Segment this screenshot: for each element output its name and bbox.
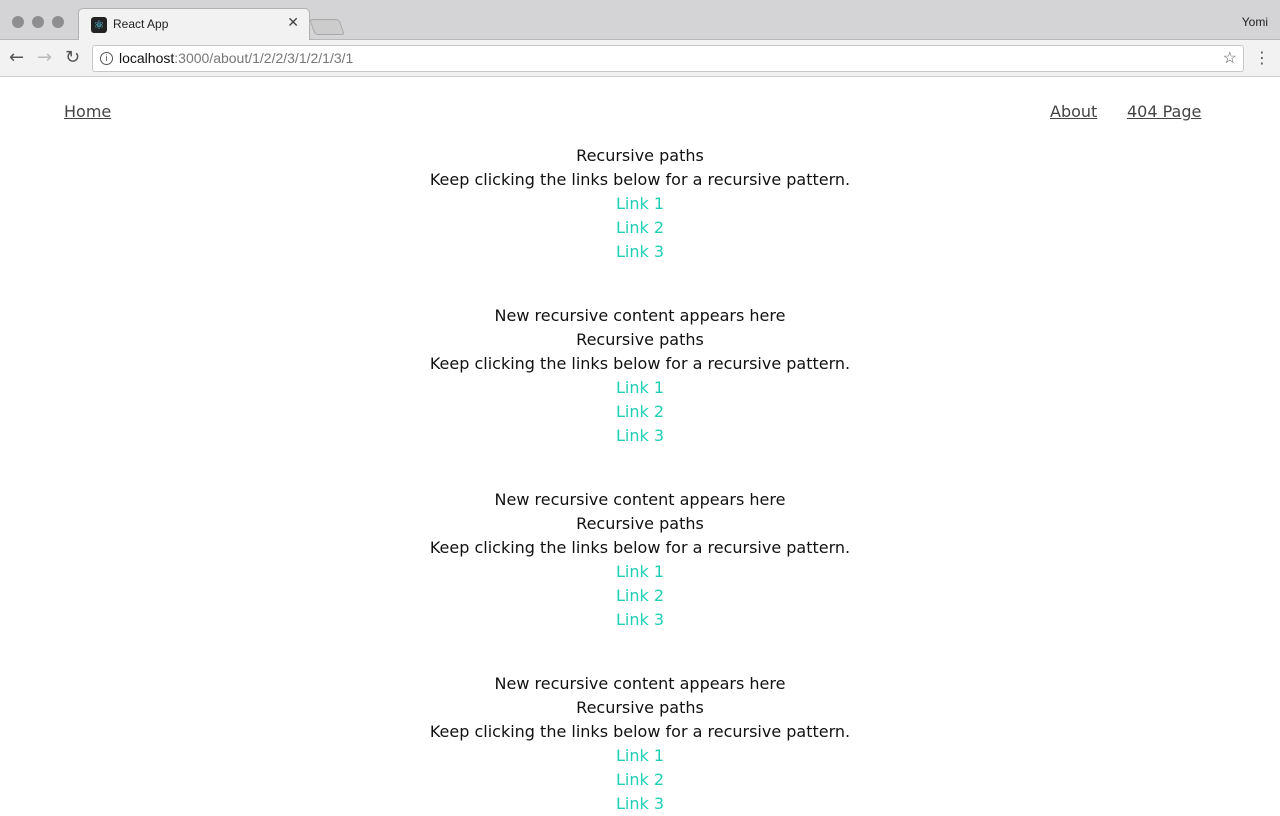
minimize-window-button[interactable] <box>32 16 44 28</box>
new-tab-button[interactable] <box>309 19 345 35</box>
more-menu-icon[interactable]: ⋮ <box>1254 48 1270 67</box>
link-2[interactable]: Link 2 <box>615 218 665 237</box>
browser-tab[interactable] <box>78 8 310 41</box>
link-3[interactable]: Link 3 <box>615 794 665 813</box>
close-tab-icon[interactable]: ✕ <box>287 15 299 31</box>
maximize-window-button[interactable] <box>52 16 64 28</box>
recursive-content <box>0 144 1280 816</box>
section-description: Keep clicking the links below for a recursive pattern. <box>429 722 851 741</box>
link-3[interactable]: Link 3 <box>615 242 665 261</box>
address-bar[interactable] <box>92 45 1244 72</box>
url-path: :3000/about/1/2/2/3/1/2/1/3/1 <box>174 50 354 66</box>
link-3[interactable]: Link 3 <box>615 610 665 629</box>
link-2[interactable]: Link 2 <box>615 586 665 605</box>
new-content-text: New recursive content appears here <box>494 674 786 693</box>
section-title: Recursive paths <box>576 146 704 165</box>
link-1[interactable]: Link 1 <box>615 194 665 213</box>
browser-toolbar <box>0 40 1280 77</box>
bookmark-star-icon[interactable]: ☆ <box>1222 50 1237 67</box>
nav-404-link[interactable]: 404 Page <box>1127 102 1202 121</box>
section-title: Recursive paths <box>576 330 704 349</box>
tab-title: React App <box>113 17 169 31</box>
section-description: Keep clicking the links below for a recursive pattern. <box>429 538 851 557</box>
profile-name[interactable]: Yomi <box>1241 15 1268 29</box>
new-content-text: New recursive content appears here <box>494 306 786 325</box>
back-icon[interactable]: ← <box>9 47 25 68</box>
new-content-text: New recursive content appears here <box>494 490 786 509</box>
section-description: Keep clicking the links below for a recursive pattern. <box>429 170 851 189</box>
url-host: localhost <box>119 50 175 66</box>
close-window-button[interactable] <box>12 16 24 28</box>
section-title: Recursive paths <box>576 698 704 717</box>
link-2[interactable]: Link 2 <box>615 402 665 421</box>
link-3[interactable]: Link 3 <box>615 426 665 445</box>
reload-icon[interactable]: ↻ <box>65 47 81 68</box>
nav-about-link[interactable]: About <box>1050 102 1098 121</box>
forward-icon[interactable]: → <box>37 47 53 68</box>
section-title: Recursive paths <box>576 514 704 533</box>
info-icon[interactable]: i <box>100 52 113 65</box>
tab-bar <box>0 0 1280 40</box>
section-description: Keep clicking the links below for a recursive pattern. <box>429 354 851 373</box>
link-1[interactable]: Link 1 <box>615 746 665 765</box>
link-2[interactable]: Link 2 <box>615 770 665 789</box>
link-1[interactable]: Link 1 <box>615 562 665 581</box>
nav-home-link[interactable]: Home <box>64 102 112 121</box>
link-1[interactable]: Link 1 <box>615 378 665 397</box>
react-icon: ⚛ <box>91 17 107 33</box>
